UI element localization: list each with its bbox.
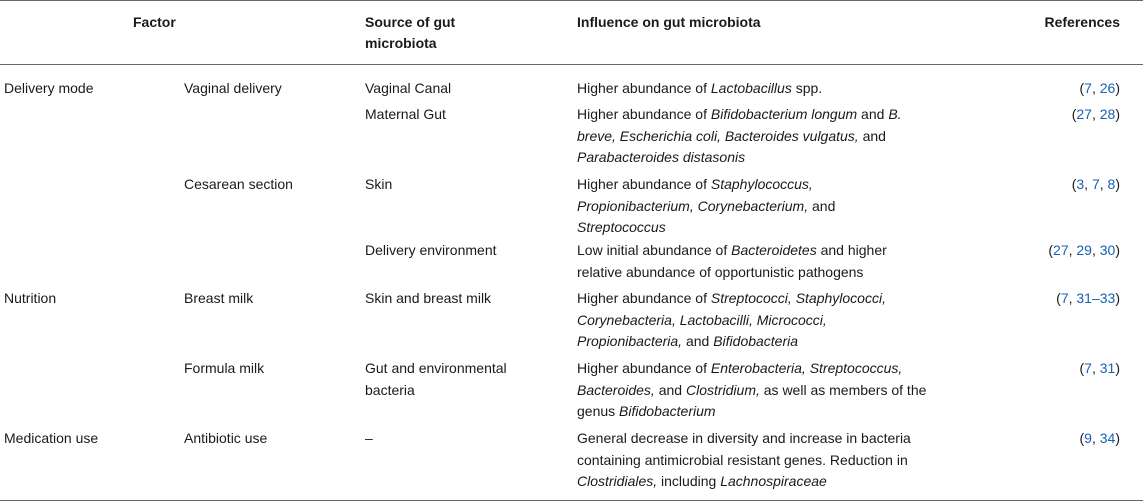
taxon-name: Propionibacterium, Corynebacterium, xyxy=(577,197,809,214)
reference-link[interactable]: 9 xyxy=(1084,430,1092,446)
reference-link[interactable]: 8 xyxy=(1107,176,1116,192)
source-cell: Skin and breast milk xyxy=(365,290,492,306)
influence-text: Higher abundance of xyxy=(577,80,711,96)
reference-link[interactable]: 7 xyxy=(1084,80,1092,96)
ref-close-paren: ) xyxy=(1115,290,1120,306)
influence-text: and xyxy=(654,381,686,398)
subfactor-cell: Vaginal delivery xyxy=(184,80,282,96)
ref-close-paren: ) xyxy=(1115,430,1120,446)
reference-link[interactable]: 7 xyxy=(1084,360,1092,376)
ref-open-paren: ( xyxy=(1071,176,1077,192)
source-cell: Skin xyxy=(365,176,393,192)
taxon-name: breve, Escherichia coli, Bacteroides vulgatus, xyxy=(577,127,859,144)
ref-open-paren: ( xyxy=(1048,242,1054,258)
influence-line xyxy=(577,427,911,449)
influence-line xyxy=(577,195,835,217)
references-cell: (7, 26) xyxy=(1079,80,1120,96)
taxon-name: B. xyxy=(888,106,902,122)
reference-link[interactable]: 28 xyxy=(1099,106,1116,122)
header-rule xyxy=(0,64,1143,65)
subfactor-cell: Antibiotic use xyxy=(184,430,268,446)
taxon-name: Clostridium, xyxy=(685,381,760,398)
header-influence: Influence on gut microbiota xyxy=(577,14,761,30)
header-references: References xyxy=(1044,14,1120,30)
ref-open-paren: ( xyxy=(1079,430,1085,446)
references-cell: (9, 34) xyxy=(1079,430,1120,446)
taxon-name: Streptococcus xyxy=(577,219,666,235)
influence-line xyxy=(577,330,798,352)
taxon-name: Corynebacteria, Lactobacilli, Micrococci, xyxy=(577,311,827,328)
taxon-name: Bifidobacterium longum xyxy=(710,106,858,122)
taxon-name: Enterobacteria, Streptococcus, xyxy=(710,360,903,376)
source-cell: Maternal Gut xyxy=(365,106,446,122)
influence-text: Low initial abundance of xyxy=(577,242,732,258)
influence-text: Higher abundance of xyxy=(577,290,711,306)
reference-link[interactable]: 7 xyxy=(1060,290,1069,306)
influence-text: including xyxy=(657,473,721,489)
influence-text: Higher abundance of xyxy=(577,106,711,122)
influence-text: and xyxy=(857,106,889,122)
influence-line xyxy=(577,287,886,309)
reference-link[interactable]: 31–33 xyxy=(1076,290,1116,306)
factor-cell: Medication use xyxy=(4,430,99,446)
source-cell: – xyxy=(365,430,373,446)
influence-text: and xyxy=(808,197,836,214)
taxon-name: Lactobacillus xyxy=(710,80,792,96)
influence-line xyxy=(577,146,745,168)
header-source-line2: microbiota xyxy=(365,35,437,51)
taxon-name: Propionibacteria, xyxy=(577,333,683,349)
ref-close-paren: ) xyxy=(1115,176,1120,192)
subfactor-cell: Cesarean section xyxy=(184,176,293,192)
taxon-name: Parabacteroides distasonis xyxy=(577,149,746,165)
taxon-name: Streptococci, Staphylococci, xyxy=(710,290,886,306)
influence-line xyxy=(577,173,813,195)
taxon-name: Lachnospiraceae xyxy=(720,473,827,489)
reference-link[interactable]: 3 xyxy=(1076,176,1085,192)
source-cell: Vaginal Canal xyxy=(365,80,452,96)
influence-line xyxy=(577,216,666,238)
influence-line xyxy=(577,309,827,331)
influence-text: Higher abundance of xyxy=(577,176,711,192)
references-cell: (27, 28) xyxy=(1071,106,1120,122)
influence-line xyxy=(577,357,902,379)
influence-text: and higher xyxy=(816,242,887,258)
references-cell: (7, 31) xyxy=(1079,360,1120,376)
source-cell: Gut and environmental xyxy=(365,360,507,376)
taxon-name: Staphylococcus, xyxy=(710,176,813,192)
influence-text: containing antimicrobial resistant genes. Reduction in xyxy=(577,451,908,468)
reference-link[interactable]: 34 xyxy=(1099,430,1116,446)
influence-text: spp. xyxy=(791,80,823,96)
influence-line xyxy=(577,77,822,99)
reference-link[interactable]: 27 xyxy=(1076,106,1092,122)
ref-close-paren: ) xyxy=(1115,242,1120,258)
influence-text: and xyxy=(858,127,886,144)
influence-line xyxy=(577,239,887,261)
influence-line xyxy=(577,261,863,283)
influence-text: genus xyxy=(577,403,620,419)
reference-link[interactable]: 29 xyxy=(1076,242,1092,258)
influence-text: as well as members of the xyxy=(759,381,927,398)
reference-link[interactable]: 26 xyxy=(1099,80,1116,96)
influence-line xyxy=(577,400,716,422)
ref-close-paren: ) xyxy=(1115,106,1120,122)
reference-link[interactable]: 31 xyxy=(1099,360,1116,376)
taxon-name: Bacteroidetes xyxy=(731,242,817,258)
taxon-name: Bifidobacteria xyxy=(713,333,799,349)
factor-cell: Delivery mode xyxy=(4,80,94,96)
influence-line xyxy=(577,470,827,492)
table-bottom-rule xyxy=(0,500,1143,501)
influence-line xyxy=(577,125,886,147)
influence-line xyxy=(577,103,902,125)
header-factor: Factor xyxy=(133,14,176,30)
taxon-name: Bacteroides, xyxy=(577,381,655,398)
ref-open-paren: ( xyxy=(1071,106,1077,122)
influence-text: Higher abundance of xyxy=(577,360,711,376)
source-cell: Delivery environment xyxy=(365,242,497,258)
influence-line xyxy=(577,379,926,401)
ref-close-paren: ) xyxy=(1115,360,1120,376)
influence-text: and xyxy=(682,333,714,349)
table-top-rule xyxy=(0,0,1143,1)
influence-text: General decrease in diversity and increase in bacteria xyxy=(577,430,911,446)
reference-link[interactable]: 7 xyxy=(1091,176,1100,192)
ref-open-paren: ( xyxy=(1079,360,1085,376)
ref-open-paren: ( xyxy=(1056,290,1061,306)
header-source-line1: Source of gut xyxy=(365,14,456,30)
reference-link[interactable]: 27 xyxy=(1053,242,1069,258)
influence-line xyxy=(577,449,908,471)
influence-text: relative abundance of opportunistic pathogens xyxy=(577,263,864,280)
subfactor-cell: Breast milk xyxy=(184,290,254,306)
references-cell: (7, 31–33) xyxy=(1056,290,1120,306)
source-cell: bacteria xyxy=(365,381,415,398)
taxon-name: Bifidobacterium xyxy=(619,403,716,419)
ref-close-paren: ) xyxy=(1115,80,1120,96)
ref-open-paren: ( xyxy=(1079,80,1085,96)
references-cell: (3, 7, 8) xyxy=(1071,176,1120,192)
subfactor-cell: Formula milk xyxy=(184,360,265,376)
references-cell: (27, 29, 30) xyxy=(1048,242,1120,258)
taxon-name: Clostridiales, xyxy=(577,473,658,489)
factor-cell: Nutrition xyxy=(4,290,57,306)
reference-link[interactable]: 30 xyxy=(1099,242,1116,258)
